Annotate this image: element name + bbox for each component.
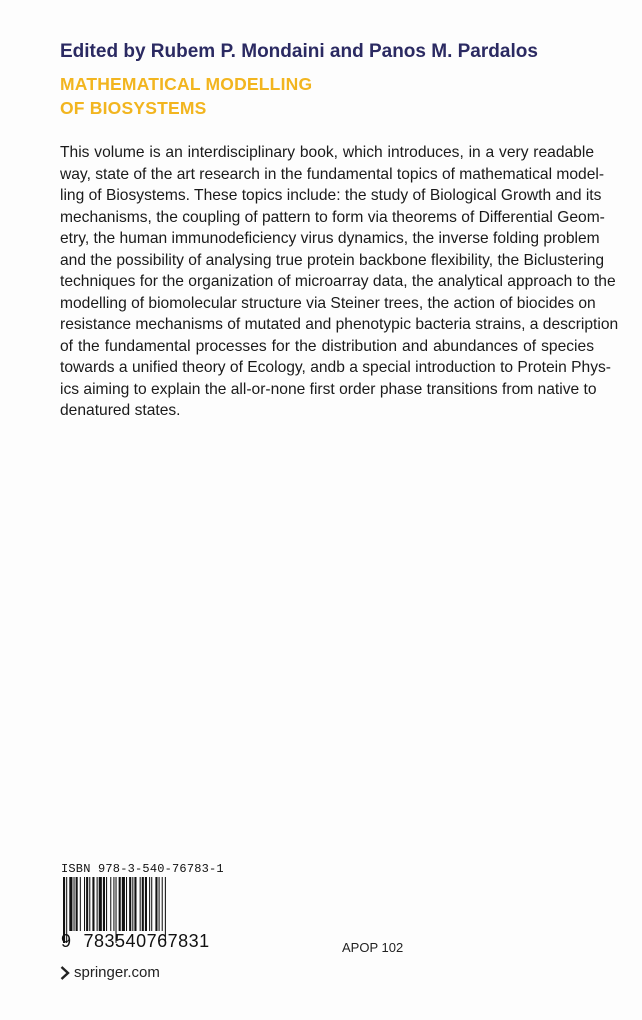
barcode-number: [61, 931, 210, 952]
barcode-bar: [106, 877, 107, 931]
barcode-bar: [103, 877, 105, 931]
barcode-digit-group: 783540767831: [83, 931, 210, 951]
barcode-bar: [132, 877, 133, 931]
barcode-bar: [126, 877, 127, 931]
barcode-bar: [145, 877, 147, 931]
description-line: and the possibility of analysing true protein backbone flexibility, the Biclustering: [60, 251, 605, 269]
barcode-bar: [99, 877, 102, 931]
barcode-bar: [110, 877, 111, 931]
barcode-bar: [149, 877, 150, 931]
publisher-website[interactable]: [60, 964, 160, 981]
barcode-bar: [151, 877, 152, 931]
barcode-bar: [155, 877, 157, 931]
description-line: denatured states.: [60, 402, 181, 419]
barcode-bar: [92, 877, 94, 931]
description-line: of the fundamental processes for the distribution and abundances of species: [60, 337, 594, 355]
catalog-code: APOP 102: [342, 940, 404, 955]
book-title-line-2: OF BIOSYSTEMS: [60, 98, 207, 118]
description-line: modelling of biomolecular structure via Steiner trees, the action of biocides on: [60, 294, 596, 312]
barcode-bar: [162, 877, 163, 931]
barcode-bar: [140, 877, 141, 931]
barcode-bar: [80, 877, 81, 931]
barcode-bar: [142, 877, 144, 931]
description-line: towards a unified theory of Ecology, andb a special introduction to Protein Phys-: [60, 359, 612, 376]
description-line: This volume is an interdisciplinary book, which introduces, in a very readable: [60, 144, 594, 161]
description-line: techniques for the organization of microarray data, the analytical approach to the: [60, 273, 616, 290]
barcode-bar: [134, 877, 136, 931]
barcode-bar: [119, 877, 121, 931]
barcode-bar: [159, 877, 160, 931]
editors-line: Edited by Rubem P. Mondaini and Panos M. Pardalos: [60, 41, 538, 62]
description-line: way, state of the art research in the fundamental topics of mathematical model-: [60, 165, 605, 183]
description-line: ling of Biosystems. These topics include: the study of Biological Growth and its: [60, 187, 602, 204]
barcode-bar: [69, 877, 72, 931]
book-description: [60, 142, 619, 422]
description-line: ics aiming to explain the all-or-none first order phase transitions from native to: [60, 380, 597, 398]
barcode-first-digit: 9: [61, 931, 72, 951]
barcode-bar: [97, 877, 98, 931]
book-title: [60, 72, 312, 120]
barcode-bar: [76, 877, 78, 931]
isbn-label: ISBN 978-3-540-76783-1: [61, 862, 224, 876]
barcode-bar: [129, 877, 131, 931]
description-line: resistance mechanisms of mutated and phenotypic bacteria strains, a description: [60, 316, 619, 333]
barcode-bar: [86, 877, 88, 931]
website-label: springer.com: [74, 964, 160, 981]
book-title-line-1: MATHEMATICAL MODELLING: [60, 74, 313, 94]
barcode-bar: [122, 877, 125, 931]
description-line: mechanisms, the coupling of pattern to form via theorems of Differential Geom-: [60, 208, 605, 226]
description-line: etry, the human immunodeficiency virus dynamics, the inverse folding problem: [60, 230, 600, 247]
barcode-bar: [89, 877, 90, 931]
chevron-right-icon: [60, 966, 70, 980]
barcode-bar: [84, 877, 85, 931]
barcode-bar: [113, 877, 114, 931]
barcode-bar: [74, 877, 75, 931]
